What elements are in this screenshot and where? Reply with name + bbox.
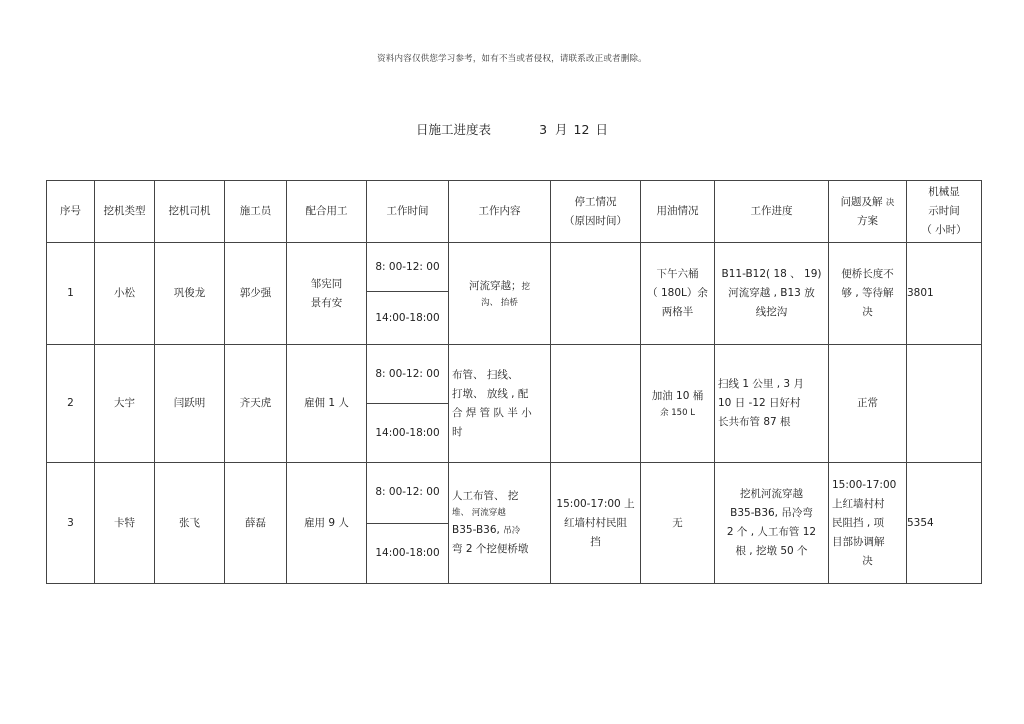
cell-machine-type: 大宇 bbox=[95, 345, 155, 463]
header-problem-text: 问题及解 bbox=[840, 195, 883, 208]
header-time: 工作时间 bbox=[367, 181, 449, 243]
cell-problem-line4: 目部协调解 bbox=[832, 535, 885, 548]
table-row bbox=[47, 345, 982, 404]
cell-stop bbox=[551, 243, 641, 345]
cell-stop bbox=[551, 345, 641, 463]
cell-labor bbox=[287, 243, 367, 345]
cell-content-line2: 堆、 河流穿越 bbox=[452, 508, 506, 518]
cell-driver: 巩俊龙 bbox=[155, 243, 225, 345]
cell-problem-line2: 够 , 等待解 bbox=[841, 287, 894, 299]
cell-labor-line1: 邹宪同 bbox=[310, 277, 343, 290]
cell-driver: 张飞 bbox=[155, 463, 225, 584]
cell-hours bbox=[907, 463, 982, 584]
cell-seq: 3 bbox=[47, 463, 95, 584]
cell-problem-line3: 民阻挡 , 项 bbox=[832, 516, 885, 529]
table-row bbox=[47, 463, 982, 524]
cell-progress bbox=[715, 345, 829, 463]
cell-problem bbox=[829, 243, 907, 345]
header-hours-line3: （ 小时） bbox=[921, 224, 967, 236]
table-row bbox=[47, 243, 982, 292]
cell-hours-value: 3801 bbox=[907, 287, 934, 299]
cell-progress-line3: 2 个 , 人工布管 12 bbox=[726, 526, 817, 538]
cell-fuel: 无 bbox=[641, 463, 715, 584]
cell-progress-line1: 扫线 1 公里 , 3 月 bbox=[718, 378, 804, 390]
cell-labor-line2: 景有安 bbox=[310, 296, 343, 309]
cell-content-line4: 弯 2 个挖便桥墩 bbox=[452, 543, 529, 555]
header-worker: 施工员 bbox=[225, 181, 287, 243]
cell-content-line2: 沟、 抬桥 bbox=[481, 297, 518, 308]
header-machine-type: 挖机类型 bbox=[95, 181, 155, 243]
cell-fuel bbox=[641, 243, 715, 345]
cell-content-text: 河流穿越； bbox=[468, 279, 522, 292]
header-problem-line2: 方案 bbox=[857, 214, 878, 227]
cell-hours bbox=[907, 345, 982, 463]
cell-labor: 雇用 9 人 bbox=[287, 463, 367, 584]
cell-time-pm: 14:00-18:00 bbox=[367, 292, 449, 345]
header-stop bbox=[551, 181, 641, 243]
page-title bbox=[0, 120, 1024, 138]
cell-machine-type: 小松 bbox=[95, 243, 155, 345]
cell-fuel-line2: 余 150 L bbox=[660, 407, 695, 418]
cell-worker: 齐天虎 bbox=[225, 345, 287, 463]
cell-content-line1: 人工布管、 挖 bbox=[452, 490, 519, 502]
cell-fuel-line3: 两格半 bbox=[661, 306, 694, 318]
cell-driver: 闫跃明 bbox=[155, 345, 225, 463]
title-day: 12 bbox=[573, 122, 590, 137]
cell-problem-line2: 上红墙村村 bbox=[832, 497, 885, 510]
cell-problem bbox=[829, 463, 907, 584]
cell-time-am: 8: 00-12: 00 bbox=[367, 463, 449, 524]
header-fuel: 用油情况 bbox=[641, 181, 715, 243]
progress-table bbox=[46, 180, 982, 584]
cell-hours bbox=[907, 243, 982, 345]
cell-fuel-line1: 下午六桶 bbox=[656, 268, 699, 280]
cell-progress-line1: B11-B12( 18 、 19) bbox=[721, 268, 822, 280]
header-hours-line2: 示时间 bbox=[928, 205, 960, 217]
cell-problem-line1: 15:00-17:00 bbox=[832, 478, 897, 491]
cell-stop bbox=[551, 463, 641, 584]
title-day-unit: 日 bbox=[595, 122, 608, 137]
cell-content bbox=[449, 345, 551, 463]
cell-problem-line3: 决 bbox=[862, 306, 873, 318]
title-main: 日施工进度表 bbox=[416, 122, 492, 137]
cell-content-line2: 打墩、 放线 , 配 bbox=[452, 387, 529, 400]
cell-content-text: B35-B36, bbox=[452, 524, 500, 536]
cell-stop-line1: 15:00-17:00 上 bbox=[556, 497, 635, 510]
cell-stop-line3: 挡 bbox=[590, 535, 601, 548]
cell-problem: 正常 bbox=[829, 345, 907, 463]
cell-fuel-line1: 加油 10 桶 bbox=[651, 389, 704, 402]
cell-time-pm: 14:00-18:00 bbox=[367, 404, 449, 463]
cell-content-line1: 布管、 扫线、 bbox=[452, 368, 519, 381]
cell-progress-line3: 长共布管 87 根 bbox=[718, 416, 791, 428]
cell-stop-line2: 红墙村村民阻 bbox=[564, 516, 627, 529]
cell-progress-line4: 根 , 挖墩 50 个 bbox=[735, 545, 808, 557]
cell-seq: 2 bbox=[47, 345, 95, 463]
title-month: 3 bbox=[539, 122, 548, 137]
cell-content-small: 挖 bbox=[521, 281, 530, 292]
header-hours bbox=[907, 181, 982, 243]
header-problem-line1 bbox=[832, 193, 903, 212]
cell-progress-line2: B35-B36, 吊冷弯 bbox=[730, 507, 813, 519]
header-content: 工作内容 bbox=[449, 181, 551, 243]
cell-time-am: 8: 00-12: 00 bbox=[367, 345, 449, 404]
cell-hours-value: 5354 bbox=[907, 516, 934, 529]
title-month-unit: 月 bbox=[555, 122, 568, 137]
header-problem-small: 决 bbox=[885, 197, 895, 208]
table-header-row bbox=[47, 181, 982, 243]
header-hours-line1: 机械显 bbox=[928, 186, 960, 198]
copyright-notice: 资料内容仅供您学习参考，如有不当或者侵权，请联系改正或者删除。 bbox=[377, 54, 647, 64]
cell-progress bbox=[715, 243, 829, 345]
cell-problem-line5: 决 bbox=[862, 554, 873, 567]
cell-progress-line2: 10 日 -12 日好村 bbox=[718, 397, 801, 409]
header-progress: 工作进度 bbox=[715, 181, 829, 243]
cell-content-line3 bbox=[452, 521, 547, 540]
cell-fuel-line2: （ 180L）余 bbox=[647, 287, 708, 299]
cell-content-line3: 合 焊 管 队 半 小 bbox=[452, 406, 532, 419]
cell-content bbox=[449, 243, 551, 345]
cell-time-am: 8: 00-12: 00 bbox=[367, 243, 449, 292]
cell-progress bbox=[715, 463, 829, 584]
cell-progress-line3: 线挖沟 bbox=[755, 306, 788, 318]
cell-progress-line2: 河流穿越 , B13 放 bbox=[728, 287, 815, 299]
header-stop-line2: （原因时间） bbox=[564, 214, 627, 227]
header-stop-line1: 停工情况 bbox=[574, 195, 617, 208]
header-driver: 挖机司机 bbox=[155, 181, 225, 243]
cell-content bbox=[449, 463, 551, 584]
cell-time-pm: 14:00-18:00 bbox=[367, 523, 449, 584]
header-seq: 序号 bbox=[47, 181, 95, 243]
cell-content-small: 吊冷 bbox=[503, 526, 521, 536]
cell-worker: 郭少强 bbox=[225, 243, 287, 345]
cell-worker: 薛磊 bbox=[225, 463, 287, 584]
cell-seq: 1 bbox=[47, 243, 95, 345]
header-problem bbox=[829, 181, 907, 243]
cell-problem-line1: 便桥长度不 bbox=[841, 268, 894, 280]
cell-machine-type: 卡特 bbox=[95, 463, 155, 584]
cell-content-line4: 时 bbox=[452, 425, 463, 438]
cell-fuel bbox=[641, 345, 715, 463]
cell-content-line1 bbox=[452, 277, 547, 296]
cell-progress-line1: 挖机河流穿越 bbox=[740, 488, 803, 500]
cell-labor: 雇佣 1 人 bbox=[287, 345, 367, 463]
header-labor: 配合用工 bbox=[287, 181, 367, 243]
